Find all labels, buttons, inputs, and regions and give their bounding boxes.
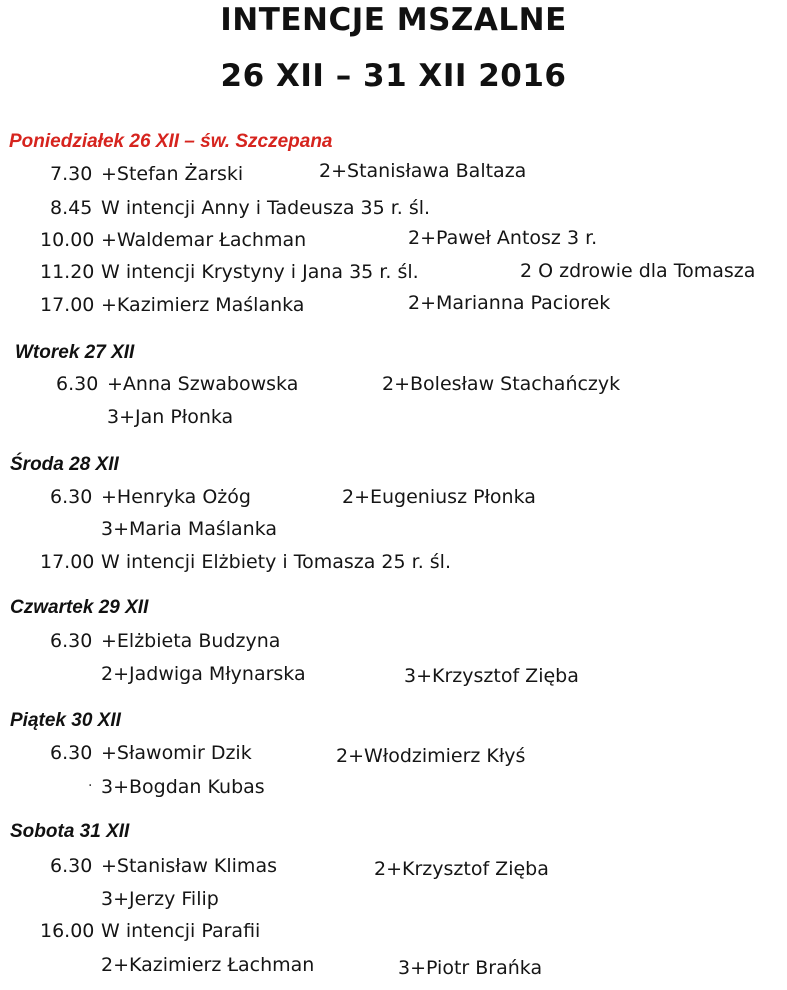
day-heading-thursday: Czwartek 29 XII	[10, 597, 149, 618]
intention-primary: +Henryka Ożóg	[101, 486, 251, 508]
intention-secondary: 3+Krzysztof Zięba	[404, 665, 579, 687]
mass-time: 17.00	[40, 294, 95, 316]
intention-secondary: 3+Piotr Brańka	[398, 957, 543, 979]
intention-secondary: 2+Bolesław Stachańczyk	[382, 373, 621, 395]
mass-time: 16.00	[40, 920, 95, 942]
intention-primary: W intencji Krystyny i Jana 35 r. śl.	[101, 261, 419, 283]
intention-secondary: 2+Włodzimierz Kłyś	[336, 745, 526, 767]
day-heading-tuesday: Wtorek 27 XII	[15, 342, 135, 363]
intention-primary: 3+Maria Maślanka	[101, 518, 278, 540]
intention-primary: +Kazimierz Maślanka	[101, 294, 305, 316]
intention-secondary: 2+Eugeniusz Płonka	[342, 486, 536, 508]
intention-primary: 3+Jan Płonka	[107, 406, 234, 428]
mass-time: 6.30	[56, 373, 99, 395]
intention-primary: +Elżbieta Budzyna	[101, 630, 281, 652]
mass-time: 6.30	[50, 855, 93, 877]
stray-mark: ·	[88, 778, 93, 794]
intention-secondary: 2+Stanisława Baltaza	[319, 160, 527, 182]
intention-primary: +Sławomir Dzik	[101, 742, 252, 764]
intention-primary: +Anna Szwabowska	[107, 373, 299, 395]
intention-primary: 3+Bogdan Kubas	[101, 776, 265, 798]
intention-primary: 2+Jadwiga Młynarska	[101, 663, 306, 685]
intention-primary: 2+Kazimierz Łachman	[101, 954, 315, 976]
intention-secondary: 2+Krzysztof Zięba	[374, 858, 549, 880]
mass-time: 6.30	[50, 742, 93, 764]
intention-primary: W intencji Parafii	[101, 920, 261, 942]
intention-secondary: 2+Paweł Antosz 3 r.	[408, 227, 598, 249]
intention-primary: +Stefan Żarski	[101, 163, 244, 185]
mass-time: 7.30	[50, 163, 93, 185]
page-title: INTENCJE MSZALNE	[220, 2, 567, 38]
intention-secondary: 2+Marianna Paciorek	[408, 292, 611, 314]
intention-primary: 3+Jerzy Filip	[101, 888, 219, 910]
intention-primary: W intencji Elżbiety i Tomasza 25 r. śl.	[101, 551, 451, 573]
day-heading-monday: Poniedziałek 26 XII – św. Szczepana	[9, 131, 333, 152]
mass-time: 6.30	[50, 486, 93, 508]
day-heading-friday: Piątek 30 XII	[10, 710, 121, 731]
mass-time: 17.00	[40, 551, 95, 573]
day-heading-saturday: Sobota 31 XII	[10, 821, 130, 842]
mass-time: 10.00	[40, 229, 95, 251]
intention-primary: +Waldemar Łachman	[101, 229, 307, 251]
intention-primary: +Stanisław Klimas	[101, 855, 277, 877]
intention-primary: W intencji Anny i Tadeusza 35 r. śl.	[101, 197, 431, 219]
intention-secondary: 2 O zdrowie dla Tomasza	[520, 260, 756, 282]
day-heading-wednesday: Środa 28 XII	[10, 454, 119, 475]
date-range: 26 XII – 31 XII 2016	[220, 58, 567, 94]
mass-time: 11.20	[40, 261, 95, 283]
mass-time: 6.30	[50, 630, 93, 652]
mass-time: 8.45	[50, 197, 93, 219]
